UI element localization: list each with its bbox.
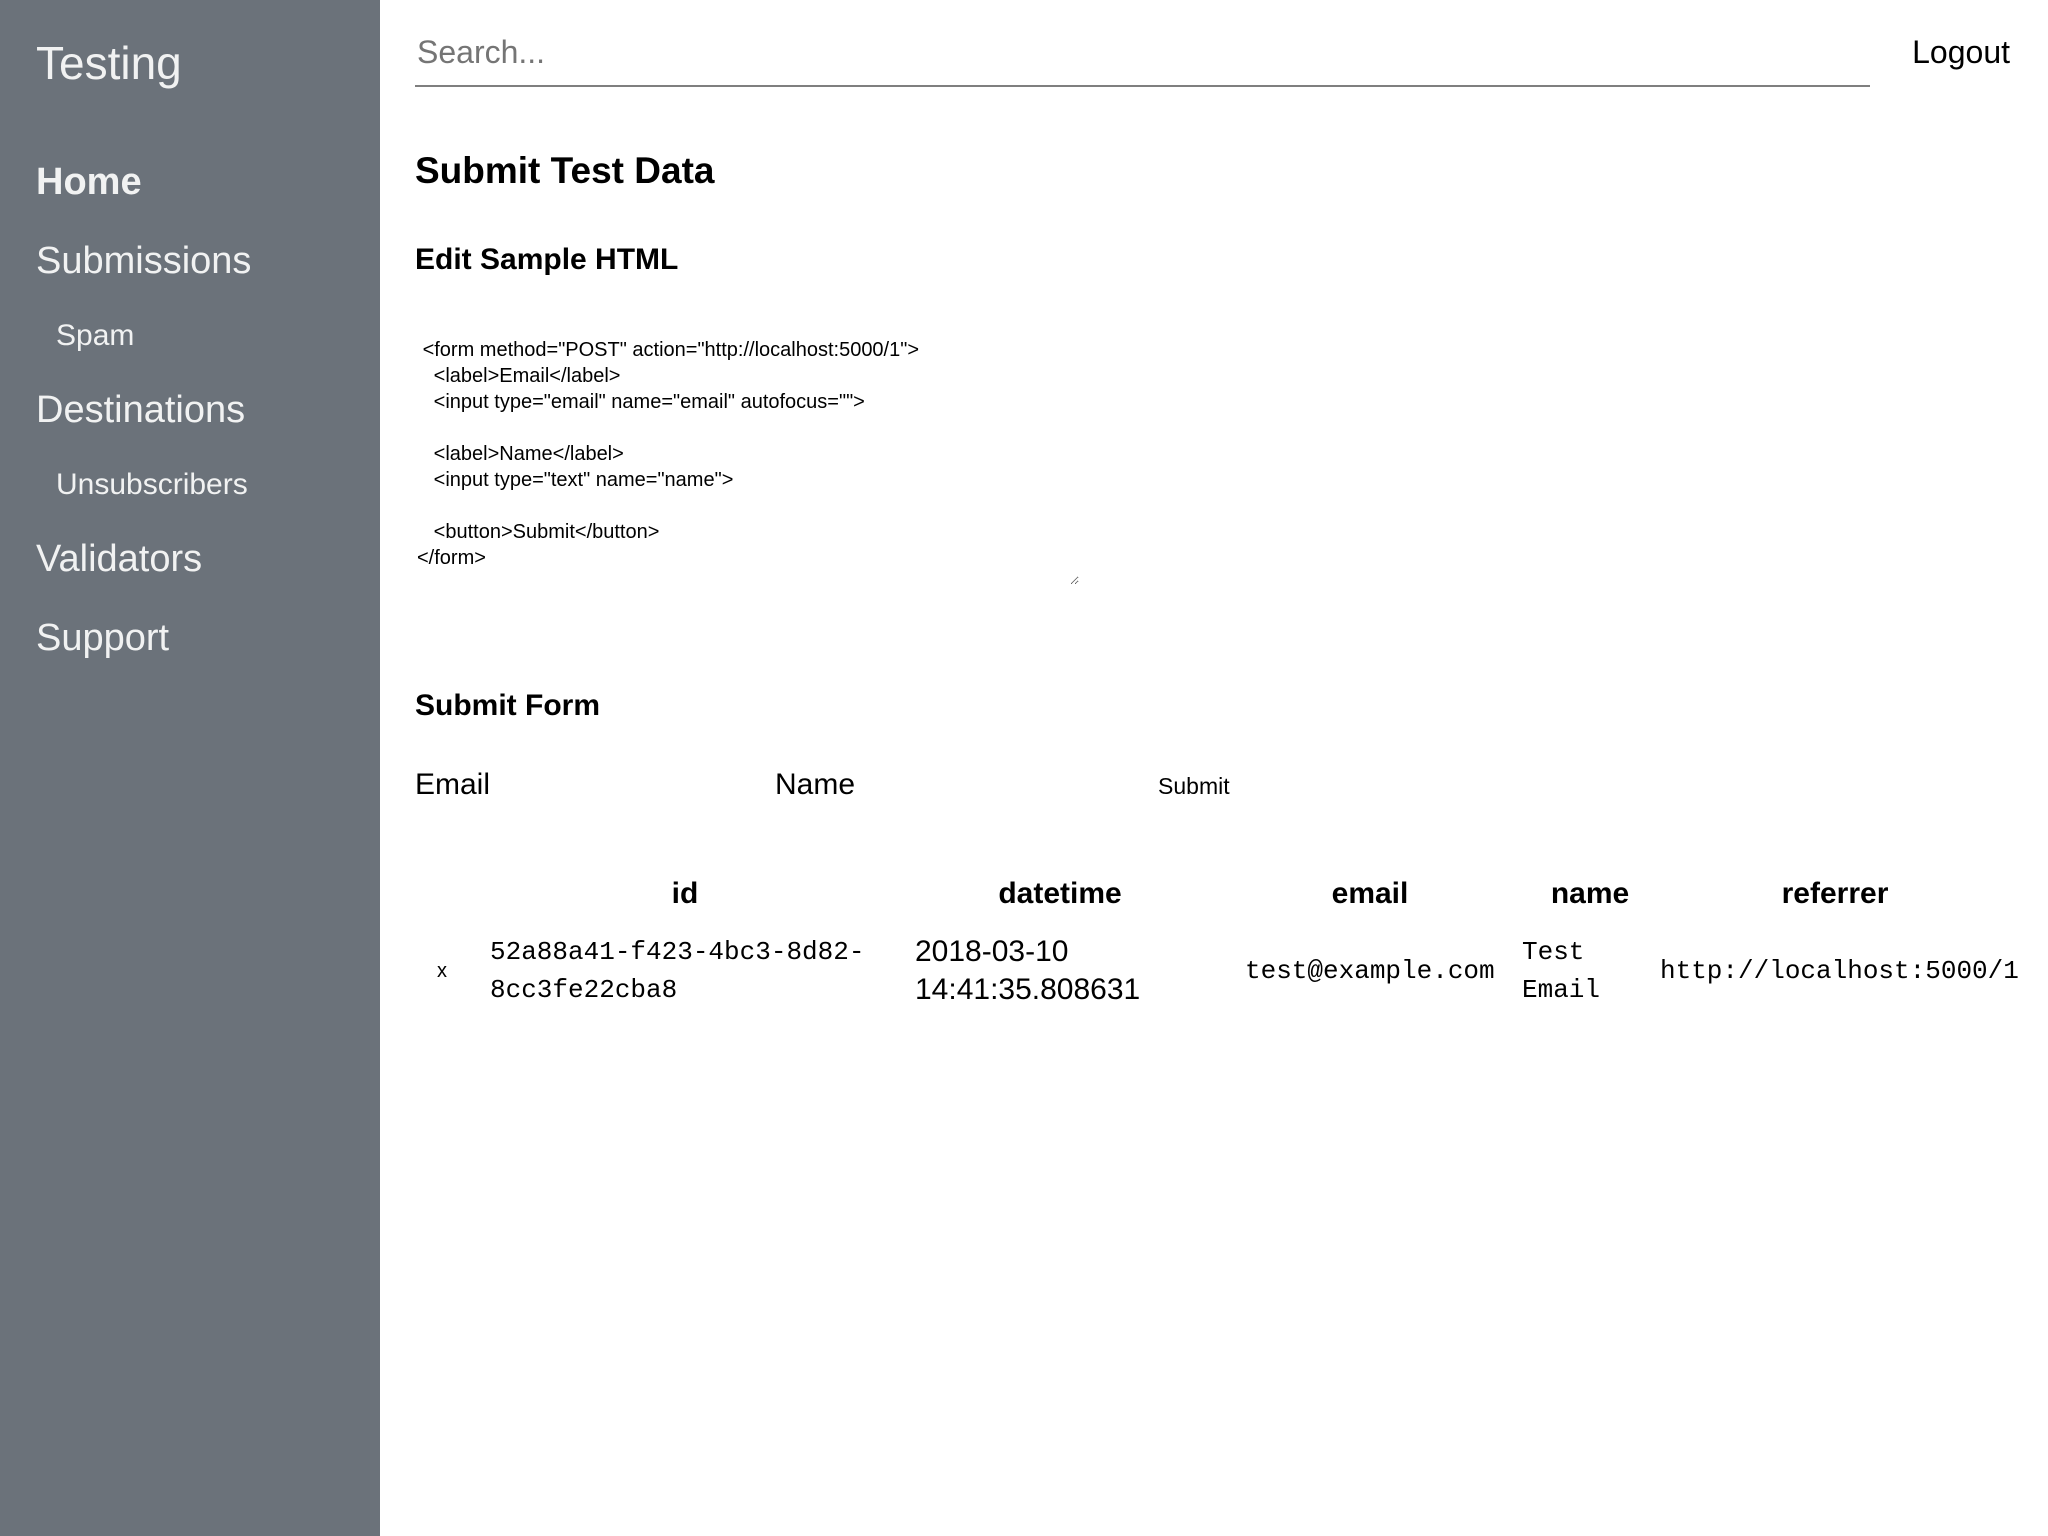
col-header-datetime: datetime: [998, 877, 1122, 910]
submit-form-heading: Submit Form: [415, 689, 600, 722]
logout-link[interactable]: Logout: [1912, 34, 2010, 70]
sample-html-textarea[interactable]: [415, 333, 1079, 585]
delete-row-link[interactable]: x: [437, 959, 447, 982]
sidebar-item-spam[interactable]: Spam: [56, 319, 135, 352]
name-field[interactable]: [880, 769, 1115, 802]
search-input[interactable]: [415, 34, 1870, 87]
sidebar-item-home[interactable]: Home: [36, 161, 142, 203]
submit-form: [415, 767, 2010, 803]
table-row: [415, 929, 2010, 1010]
submit-button[interactable]: Submit: [1158, 773, 1230, 799]
app-brand: Testing: [36, 37, 182, 89]
edit-sample-html-heading: Edit Sample HTML: [415, 243, 679, 276]
submissions-table: [415, 877, 2019, 1010]
page-title: Submit Test Data: [415, 150, 715, 191]
col-header-name: name: [1550, 877, 1630, 910]
sidebar-item-submissions[interactable]: Submissions: [36, 240, 252, 282]
sidebar-nav: [36, 160, 380, 660]
table-header-row: [415, 877, 2010, 929]
email-label: Email: [415, 768, 491, 801]
sidebar: [0, 0, 380, 1536]
sidebar-item-validators[interactable]: Validators: [36, 538, 203, 580]
email-field[interactable]: [515, 769, 750, 802]
sidebar-item-support[interactable]: Support: [36, 617, 170, 659]
sidebar-item-destinations[interactable]: Destinations: [36, 389, 246, 431]
col-header-id: id: [671, 877, 699, 910]
referrer-cell: http://localhost:5000/1: [1660, 956, 2019, 986]
delete-cell: [415, 929, 470, 1010]
name-cell: Test Email: [1522, 937, 1601, 1005]
col-header-delete: [415, 877, 470, 929]
email-cell: test@example.com: [1245, 956, 1495, 986]
id-cell: 52a88a41-f423-4bc3-8d82-8cc3fe22cba8: [490, 937, 865, 1005]
topbar: [415, 34, 2010, 87]
name-label: Name: [775, 768, 856, 801]
col-header-referrer: referrer: [1781, 877, 1889, 910]
main-content: [380, 0, 2048, 1536]
datetime-cell: 2018-03-10 14:41:35.808631: [915, 935, 1141, 1006]
sidebar-item-unsubscribers[interactable]: Unsubscribers: [56, 468, 248, 501]
col-header-email: email: [1331, 877, 1409, 910]
